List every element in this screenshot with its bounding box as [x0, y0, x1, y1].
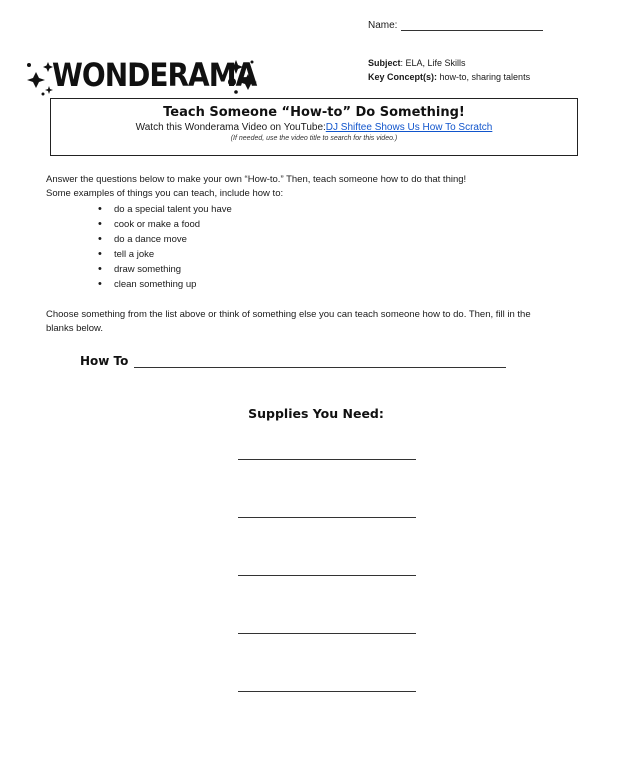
name-label: Name: — [368, 20, 398, 31]
list-item: • draw something — [96, 262, 232, 277]
wonderama-logo — [22, 50, 260, 98]
list-item: • do a dance move — [96, 232, 232, 247]
intro-line-2: Some examples of things you can teach, include how to: — [46, 188, 284, 199]
list-item: • tell a joke — [96, 247, 232, 262]
key-concept-value: how-to, sharing talents — [437, 72, 531, 82]
list-item: • clean something up — [96, 277, 232, 292]
instructions-text — [46, 308, 616, 336]
examples-list — [96, 202, 232, 292]
video-link[interactable]: DJ Shiftee Shows Us How To Scratch — [325, 122, 493, 133]
how-to-blank[interactable] — [134, 367, 506, 368]
list-item: • do a special talent you have — [96, 202, 232, 217]
supply-blank[interactable] — [238, 691, 416, 692]
supply-blank[interactable] — [238, 517, 416, 518]
subject-label: Subject — [368, 58, 401, 68]
subject-line — [368, 58, 466, 68]
intro-line-1: Answer the questions below to make your own “How-to.” Then, teach someone how to do that thing! — [46, 174, 467, 185]
how-to-label: How To — [80, 354, 129, 368]
supplies-heading: Supplies You Need: — [248, 406, 384, 421]
name-line[interactable] — [401, 20, 543, 31]
supply-blank[interactable] — [238, 575, 416, 576]
intro-text — [46, 173, 466, 201]
worksheet-title: Teach Someone “How-to” Do Something! — [163, 105, 465, 120]
name-field[interactable] — [368, 20, 543, 31]
watch-text: Watch this Wonderama Video on YouTube: — [135, 122, 326, 133]
video-info-box — [50, 98, 578, 156]
instructions-line-1: Choose something from the list above or think of something else you can teach someone how to do. Then, fill in the — [46, 309, 531, 320]
instructions-line-2: blanks below. — [46, 323, 104, 334]
watch-line — [51, 122, 577, 133]
subject-value: : ELA, Life Skills — [400, 58, 466, 68]
key-concept-line — [368, 72, 530, 82]
list-item: • cook or make a food — [96, 217, 232, 232]
search-note: (If needed, use the video title to search for this video.) — [230, 135, 398, 142]
logo-wordmark: WONDERAMA — [52, 56, 257, 94]
supply-blank[interactable] — [238, 459, 416, 460]
supply-blank[interactable] — [238, 633, 416, 634]
key-concept-label: Key Concept(s): — [368, 72, 438, 82]
